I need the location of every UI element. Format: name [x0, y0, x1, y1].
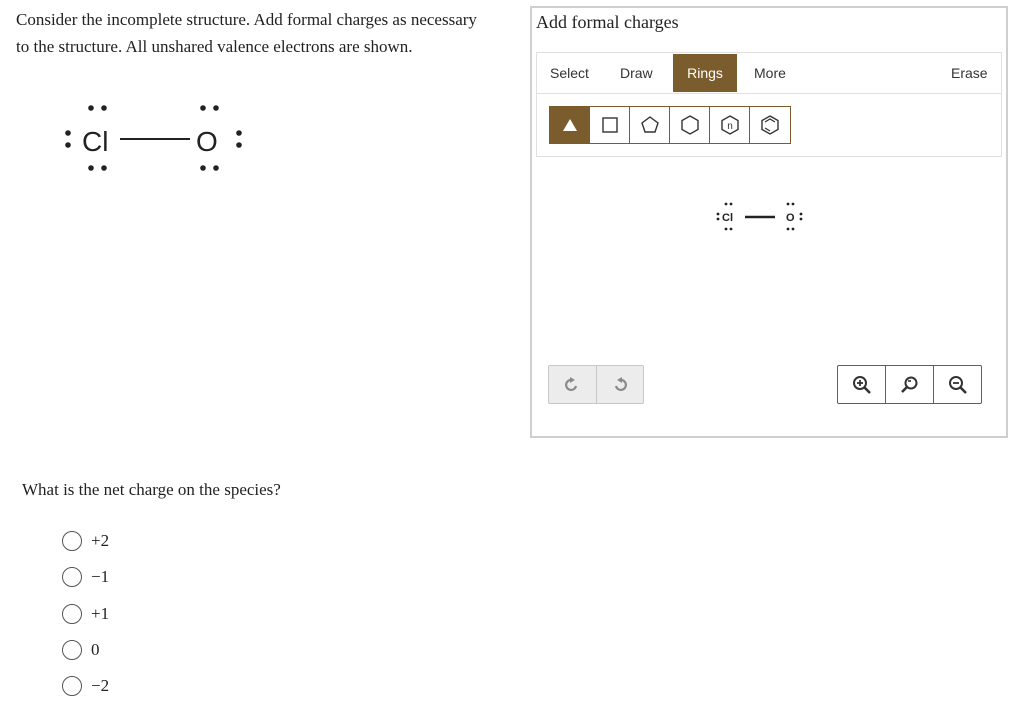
option-0[interactable]	[62, 638, 100, 662]
triangle-icon	[561, 117, 579, 133]
n-ring-label: n	[726, 121, 733, 132]
undo-redo-group	[548, 365, 644, 404]
zoom-in-button[interactable]	[838, 366, 886, 403]
benzene-icon	[759, 114, 781, 136]
zoom-reset-button[interactable]	[886, 366, 934, 403]
canvas-molecule[interactable]	[712, 200, 812, 234]
question-text: Consider the incomplete structure. Add formal charges as necessary to the structure. All unshared valence electrons are shown.	[16, 10, 477, 56]
undo-button[interactable]	[549, 366, 597, 403]
canvas-atom-cl[interactable]: Cl	[722, 212, 733, 224]
option-minus-1[interactable]	[62, 565, 109, 589]
benzene-tool[interactable]	[750, 107, 790, 143]
n-ring-icon	[719, 114, 741, 136]
triangle-tool[interactable]	[550, 107, 590, 143]
option-label: −1	[91, 567, 110, 586]
zoom-out-button[interactable]	[934, 366, 981, 403]
square-icon	[601, 116, 619, 134]
lewis-structure	[60, 90, 260, 185]
radio-button[interactable]	[62, 567, 82, 587]
tab-select[interactable]: Select	[550, 65, 589, 81]
redo-icon	[611, 376, 629, 394]
n-ring-tool[interactable]	[710, 107, 750, 143]
radio-button[interactable]	[62, 640, 82, 660]
zoom-out-icon	[948, 375, 968, 395]
hexagon-tool[interactable]	[670, 107, 710, 143]
option-plus-2[interactable]	[62, 529, 109, 553]
radio-button[interactable]	[62, 604, 82, 624]
canvas-atom-o[interactable]: O	[786, 212, 795, 224]
tab-rings[interactable]: Rings	[673, 54, 737, 92]
net-charge-question: What is the net charge on the species?	[22, 480, 281, 499]
option-plus-1[interactable]	[62, 602, 109, 626]
pentagon-tool[interactable]	[630, 107, 670, 143]
radio-button[interactable]	[62, 531, 82, 551]
tool-tab-bar	[536, 52, 1002, 94]
ring-tool-group	[549, 106, 791, 144]
atom-o-label: O	[196, 126, 218, 157]
radio-button[interactable]	[62, 676, 82, 696]
square-tool[interactable]	[590, 107, 630, 143]
tab-erase[interactable]: Erase	[951, 65, 988, 81]
zoom-reset-icon	[900, 375, 920, 395]
atom-cl-label: Cl	[82, 126, 109, 157]
option-minus-2[interactable]	[62, 674, 109, 698]
zoom-in-icon	[852, 375, 872, 395]
option-label: −2	[91, 676, 110, 695]
tab-more[interactable]: More	[754, 65, 786, 81]
tab-draw[interactable]: Draw	[620, 65, 653, 81]
pentagon-icon	[640, 115, 660, 135]
undo-icon	[563, 376, 581, 394]
hexagon-icon	[680, 114, 700, 136]
panel-title: Add formal charges	[536, 12, 679, 32]
redo-button[interactable]	[597, 366, 644, 403]
zoom-group	[837, 365, 982, 404]
option-label: +1	[91, 604, 110, 623]
option-label: +2	[91, 531, 110, 550]
option-label: 0	[91, 640, 100, 659]
